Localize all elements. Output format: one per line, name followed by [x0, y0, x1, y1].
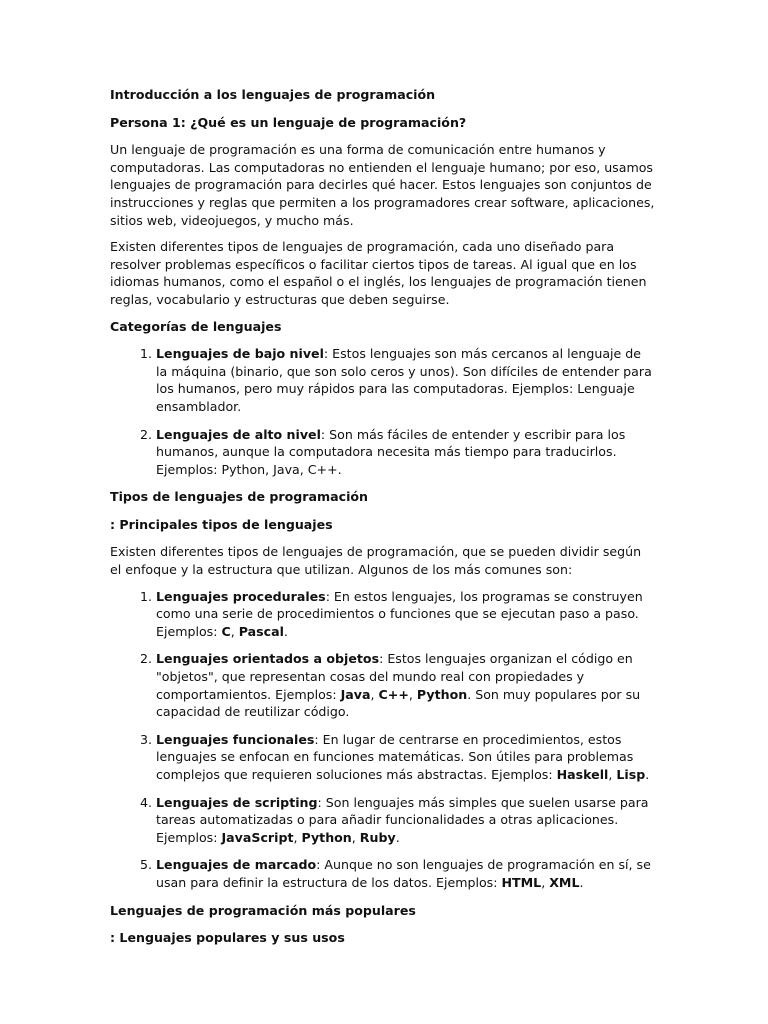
- type-term: Lenguajes orientados a objetos: [156, 651, 380, 667]
- types-list: [110, 588, 655, 892]
- document-content: [110, 86, 655, 957]
- type-after-text: .: [283, 623, 288, 639]
- type-example: Pascal: [238, 623, 284, 639]
- document-title: Introducción a los lenguajes de programación: [110, 87, 436, 102]
- popular-subheading: : Lenguajes populares y sus usos: [110, 930, 345, 946]
- type-example: Java: [340, 686, 371, 702]
- type-example: Haskell: [556, 767, 609, 782]
- type-after-text: . Son muy populares por su capacidad de reutilizar código.: [156, 686, 641, 720]
- type-example: JavaScript: [221, 829, 294, 845]
- type-term: Lenguajes funcionales: [156, 731, 315, 747]
- type-after-text: .: [645, 767, 650, 782]
- category-term: Lenguajes de bajo nivel: [156, 346, 324, 362]
- category-item: [156, 345, 655, 415]
- example-separator: ,: [608, 767, 617, 782]
- example-separator: ,: [230, 623, 239, 639]
- type-example: Ruby: [359, 829, 396, 845]
- categories-list: [110, 345, 655, 478]
- type-term: Lenguajes procedurales: [156, 588, 326, 604]
- type-example: HTML: [501, 874, 542, 890]
- category-text: : Estos lenguajes son más cercanos al lenguaje de la máquina (binario, que son solo ceros y unos). Son difíciles de entender para los humanos, pero muy rápidos para las computadoras. Ejemplos: Lenguaje ensamblador.: [156, 346, 652, 414]
- type-text: : Son lenguajes más simples que suelen usarse para tareas automatizadas o para añadir funcionalidades a otras aplicaciones. Ejemplos:: [156, 794, 649, 845]
- type-item: [156, 588, 655, 641]
- type-example: C: [221, 623, 231, 639]
- example-separator: ,: [370, 686, 379, 702]
- types-heading: Tipos de lenguajes de programación: [110, 489, 368, 505]
- paragraph-intro: Un lenguaje de programación es una forma de comunicación entre humanos y computadoras. Las computadoras no entienden el lenguaje humano; por eso, usamos lenguajes de programación para decirles qué hacer. Estos lenguajes son conjuntos de instrucciones y reglas que permiten a los programadores crear software, aplicaciones, sitios web, videojuegos, y mucho más.: [110, 142, 655, 228]
- paragraph-types-overview: Existen diferentes tipos de lenguajes de programación, cada uno diseñado para resolver problemas específicos o facilitar ciertos tipos de tareas. Al igual que en los idiomas humanos, como el español o el inglés, los lenguajes de programación tienen reglas, vocabulario y estructuras que deben seguirse.: [110, 239, 647, 307]
- type-example: Lisp: [616, 767, 646, 782]
- type-example: C++: [378, 686, 409, 702]
- type-term: Lenguajes de marcado: [156, 857, 317, 873]
- type-text: : Estos lenguajes organizan el código en "objetos", que representan cosas del mundo real con propiedades y comportamientos. Ejemplos:: [156, 651, 633, 702]
- example-separator: ,: [293, 829, 302, 845]
- type-after-text: .: [579, 874, 584, 890]
- example-separator: ,: [408, 686, 417, 702]
- paragraph-types-intro: Existen diferentes tipos de lenguajes de programación, que se pueden dividir según el enfoque y la estructura que utilizan. Algunos de los más comunes son:: [110, 544, 642, 578]
- persona-heading: Persona 1: ¿Qué es un lenguaje de programación?: [110, 114, 467, 130]
- type-after-text: .: [395, 829, 400, 845]
- type-example: XML: [549, 874, 580, 890]
- types-subheading: : Principales tipos de lenguajes: [110, 516, 333, 532]
- type-text: : Aunque no son lenguajes de programación en sí, se usan para definir la estructura de los datos. Ejemplos:: [156, 857, 651, 890]
- category-text: : Son más fáciles de entender y escribir para los humanos, aunque la computadora necesita más tiempo para traducirlos. Ejemplos: Python, Java, C++.: [156, 426, 626, 477]
- popular-heading: Lenguajes de programación más populares: [110, 902, 416, 918]
- category-item: [156, 426, 655, 479]
- category-term: Lenguajes de alto nivel: [156, 426, 321, 442]
- type-item: [156, 650, 655, 720]
- type-item: [156, 856, 655, 891]
- example-separator: ,: [351, 829, 360, 845]
- type-term: Lenguajes de scripting: [156, 794, 318, 810]
- type-example: Python: [301, 829, 352, 845]
- type-item: [156, 794, 655, 847]
- type-item: [156, 731, 655, 784]
- type-text: : En estos lenguajes, los programas se construyen como una serie de procedimientos o funciones que se ejecutan paso a paso. Ejemplos:: [156, 588, 643, 639]
- type-text: : En lugar de centrarse en procedimientos, estos lenguajes se enfocan en funciones matemáticas. Son útiles para problemas complejos que requieren soluciones más abstractas. Ejemplos:: [156, 731, 634, 782]
- categories-heading: Categorías de lenguajes: [110, 318, 282, 334]
- example-separator: ,: [541, 874, 550, 890]
- type-example: Python: [416, 686, 468, 702]
